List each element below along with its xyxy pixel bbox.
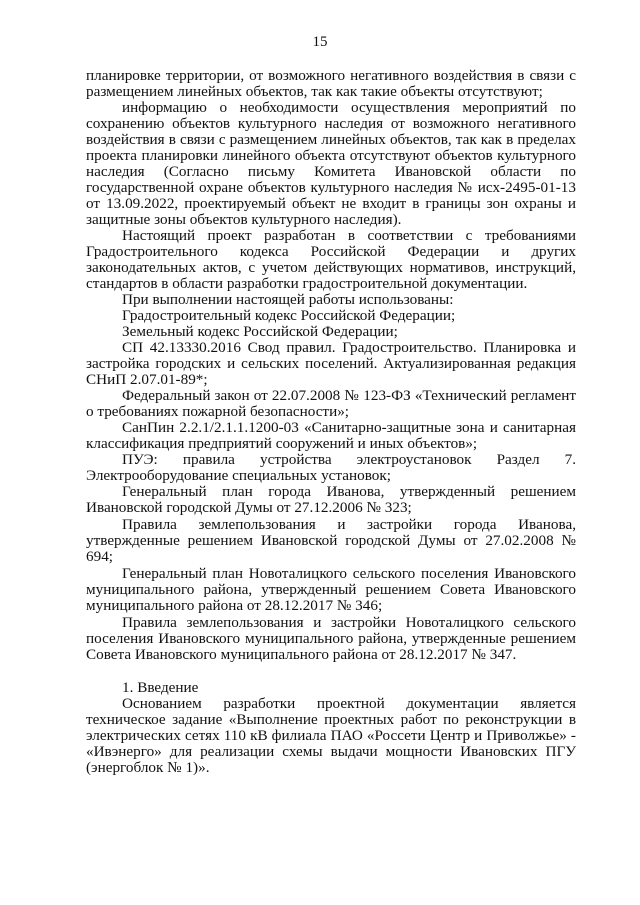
paragraph-project-basis: Настоящий проект разработан в соответствии с требованиями Градостроительного кодекса Российской Федерации и других законодательных актов, с учетом действующих нормативов, инструкций, стандартов в области разработки градостроительной документации. xyxy=(86,227,576,292)
document-body xyxy=(86,68,576,776)
page-number: 15 xyxy=(312,34,328,50)
list-item-source: ПУЭ: правила устройства электроустановок Раздел 7. Электрооборудование специальных установок; xyxy=(86,451,576,484)
list-item-source: Земельный кодекс Российской Федерации; xyxy=(122,323,398,340)
paragraph-introduction: Основанием разработки проектной документации является техническое задание «Выполнение проектных работ по реконструкции в электрических сетях 110 кВ филиала ПАО «Россети Центр и Приволжье» - «Ивэнерго» для реализации схемы выдачи мощности Ивановских ПГУ (энергоблок № 1)». xyxy=(86,695,576,776)
list-item-source: Федеральный закон от 22.07.2008 № 123-ФЗ «Технический регламент о требованиях пожарной безопасности»; xyxy=(86,387,576,420)
paragraph-sources-intro: При выполнении настоящей работы использованы: xyxy=(122,291,454,308)
paragraph-planning-continued: планировке территории, от возможного негативного воздействия в связи с размещением линейных объектов, так как такие объекты отсутствуют; xyxy=(86,67,576,100)
list-item-source: Генеральный план города Иванова, утвержденный решением Ивановской городской Думы от 27.12.2006 № 323; xyxy=(86,483,576,516)
list-item-source: Правила землепользования и застройки Новоталицкого сельского поселения Ивановского муниципального района, утвержденные решением Совета Ивановского муниципального района от 28.12.2017 № 347. xyxy=(86,614,576,663)
list-item-source: Градостроительный кодекс Российской Федерации; xyxy=(122,307,456,324)
section-heading-introduction: 1. Введение xyxy=(122,679,199,696)
list-item-source: СанПин 2.2.1/2.1.1.1200-03 «Санитарно-защитные зона и санитарная классификация предприятий сооружений и иных объектов»; xyxy=(86,419,576,452)
list-item-source: Генеральный план Новоталицкого сельского поселения Ивановского муниципального района, утвержденный решением Совета Ивановского муниципального района от 28.12.2017 № 346; xyxy=(86,565,576,614)
paragraph-cultural-heritage: информацию о необходимости осуществления мероприятий по сохранению объектов культурного наследия от возможного негативного воздействия в связи с размещением линейных объектов, так как в пределах проекта планировки линейного объекта отсутствуют объектов культурного наследия (Согласно письму Комитета Ивановской области по государственной охране объектов культурного наследия № исх-2495-01-13 от 13.09.2022, проектируемый объект не входит в границы зон охраны и защитные зоны объектов культурного наследия). xyxy=(86,99,576,228)
list-item-source: СП 42.13330.2016 Свод правил. Градостроительство. Планировка и застройка городских и сельских поселений. Актуализированная редакция СНиП 2.07.01-89*; xyxy=(86,339,576,388)
list-item-source: Правила землепользования и застройки города Иванова, утвержденные решением Ивановской городской Думы от 27.02.2008 № 694; xyxy=(86,516,576,565)
